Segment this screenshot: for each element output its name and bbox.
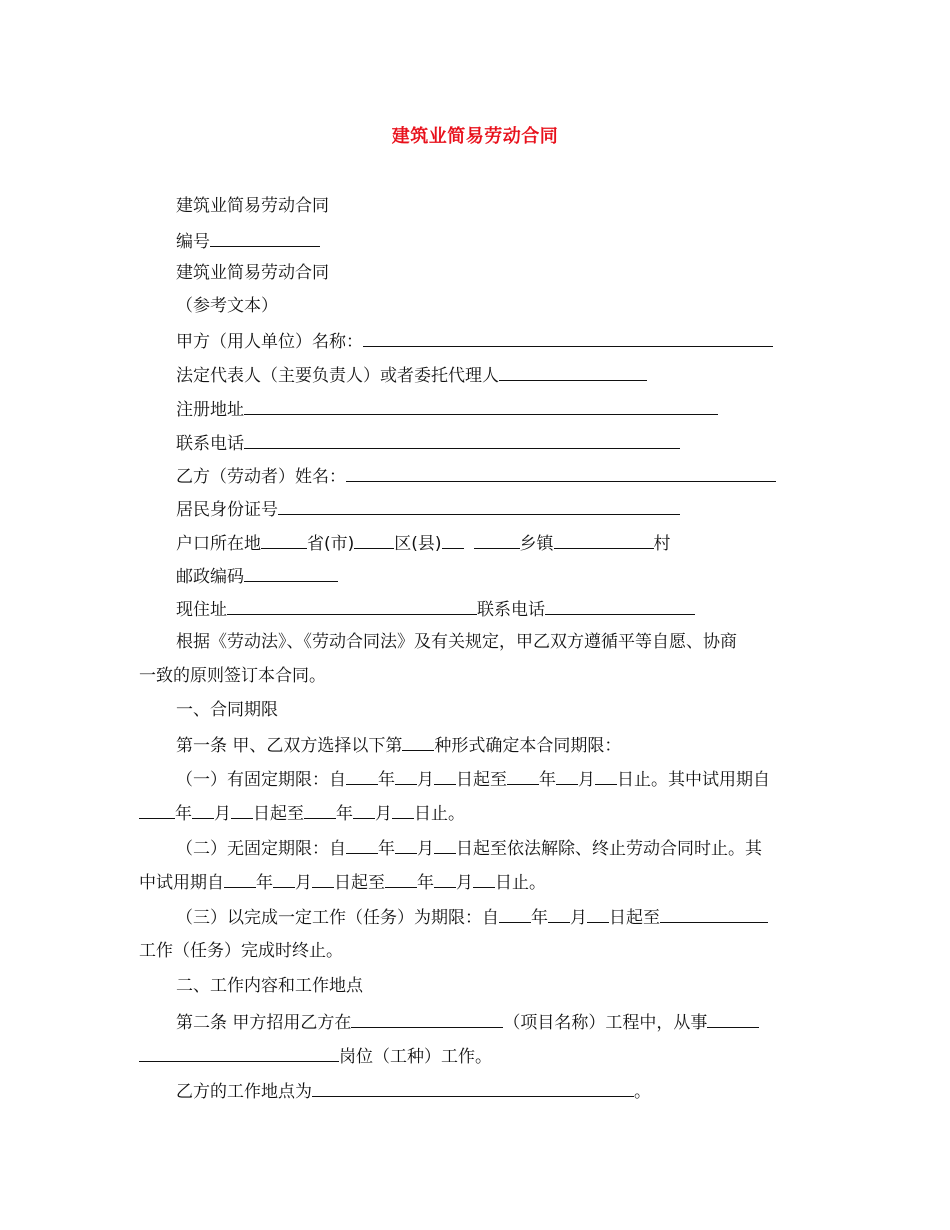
party-a-name-label: 甲方（用人单位）名称：: [176, 332, 363, 352]
project-name-blank: [351, 1010, 503, 1028]
postcode-blank: [244, 564, 338, 582]
task-term-label: （三）以完成一定工作（任务）为期限：自: [176, 908, 499, 928]
open-term-label: （二）无固定期限：自: [176, 839, 346, 859]
open-term-line-2: 中试用期自 年 月 日起至 年 月 日止。: [139, 870, 546, 894]
article-2-text-b: （项目名称）工程中，从事: [503, 1013, 708, 1033]
preamble-line-1: 根据《劳动法》、《劳动合同法》及有关规定，甲乙双方遵循平等自愿、协商: [176, 632, 737, 652]
term-form-blank: [402, 733, 434, 751]
job-blank-b: [139, 1044, 339, 1062]
section-1-heading: 一、合同期限: [176, 700, 278, 720]
fixed-term-line-1: （一）有固定期限：自 年 月 日起至 年 月 日止。其中试用期自: [176, 767, 770, 791]
job-blank-a: [707, 1010, 759, 1028]
serial-number-blank: [210, 229, 320, 247]
province-blank: [261, 531, 307, 549]
article-2-line-2: 岗位（工种）工作。: [139, 1044, 492, 1068]
task-term-line-2: 工作（任务）完成时终止。: [139, 941, 343, 961]
serial-number-line: [176, 229, 320, 253]
work-location-blank: [312, 1079, 634, 1097]
legal-rep-blank: [499, 363, 647, 381]
party-b-name-label: 乙方（劳动者）姓名：: [176, 467, 346, 487]
village-blank: [554, 531, 654, 549]
preamble-line-2: 一致的原则签订本合同。: [139, 666, 326, 686]
reference-text-line: （参考文本）: [176, 296, 278, 316]
household-registration-line: [176, 531, 671, 555]
contract-name-line-2: 建筑业简易劳动合同: [176, 263, 329, 283]
current-address-line: [176, 597, 695, 621]
contract-name-line: 建筑业简易劳动合同: [176, 196, 329, 216]
probation-label: 日止。其中试用期自: [617, 770, 770, 790]
district-blank-2: [442, 531, 464, 549]
open-term-line-1: （二）无固定期限：自 年 月 日起至依法解除、终止劳动合同时止。其: [176, 836, 762, 860]
party-b-phone-blank: [545, 597, 695, 615]
article-1-text-b: 种形式确定本合同期限：: [434, 736, 622, 756]
id-number-line: [176, 497, 680, 521]
serial-number-label: 编号: [176, 232, 210, 252]
document-title: 建筑业简易劳动合同: [391, 126, 559, 147]
section-2-heading: 二、工作内容和工作地点: [176, 976, 363, 996]
id-number-blank: [278, 497, 680, 515]
village-label: 村: [653, 534, 671, 554]
party-b-phone-label: 联系电话: [477, 600, 545, 620]
current-address-blank: [227, 597, 477, 615]
work-location-line: 乙方的工作地点为 。: [176, 1079, 651, 1103]
work-location-label: 乙方的工作地点为: [176, 1082, 312, 1102]
legal-rep-line: [176, 363, 647, 387]
article-2-text-a: 第二条 甲方招用乙方在: [176, 1013, 352, 1033]
article-1-line: [176, 733, 621, 757]
party-a-name-blank: [363, 329, 773, 347]
party-b-name-blank: [346, 464, 776, 482]
party-a-phone-line: [176, 431, 680, 455]
registered-address-line: [176, 397, 718, 421]
registered-address-label: 注册地址: [176, 400, 244, 420]
fixed-term-label: （一）有固定期限：自: [176, 770, 346, 790]
fixed-term-line-2: 年 月 日起至 年 月 日止。: [139, 801, 465, 825]
party-a-name-line: [176, 329, 773, 353]
article-1-text-a: 第一条 甲、乙双方选择以下第: [176, 736, 403, 756]
legal-rep-label: 法定代表人（主要负责人）或者委托代理人: [176, 366, 499, 386]
party-a-phone-blank: [244, 431, 680, 449]
id-number-label: 居民身份证号: [176, 500, 278, 520]
party-b-name-line: [176, 464, 776, 488]
town-label: 乡镇: [519, 534, 554, 554]
task-term-line-1: （三）以完成一定工作（任务）为期限：自 年 月 日起至: [176, 905, 768, 929]
party-a-phone-label: 联系电话: [176, 434, 244, 454]
article-2-line-1: [176, 1010, 759, 1034]
current-address-label: 现住址: [176, 600, 227, 620]
district-label: 区(县): [394, 534, 442, 554]
household-label: 户口所在地: [176, 534, 261, 554]
town-blank: [474, 531, 520, 549]
district-blank: [354, 531, 394, 549]
province-label: 省(市): [307, 534, 355, 554]
postcode-label: 邮政编码: [176, 567, 244, 587]
postcode-line: [176, 564, 338, 588]
registered-address-blank: [244, 397, 718, 415]
